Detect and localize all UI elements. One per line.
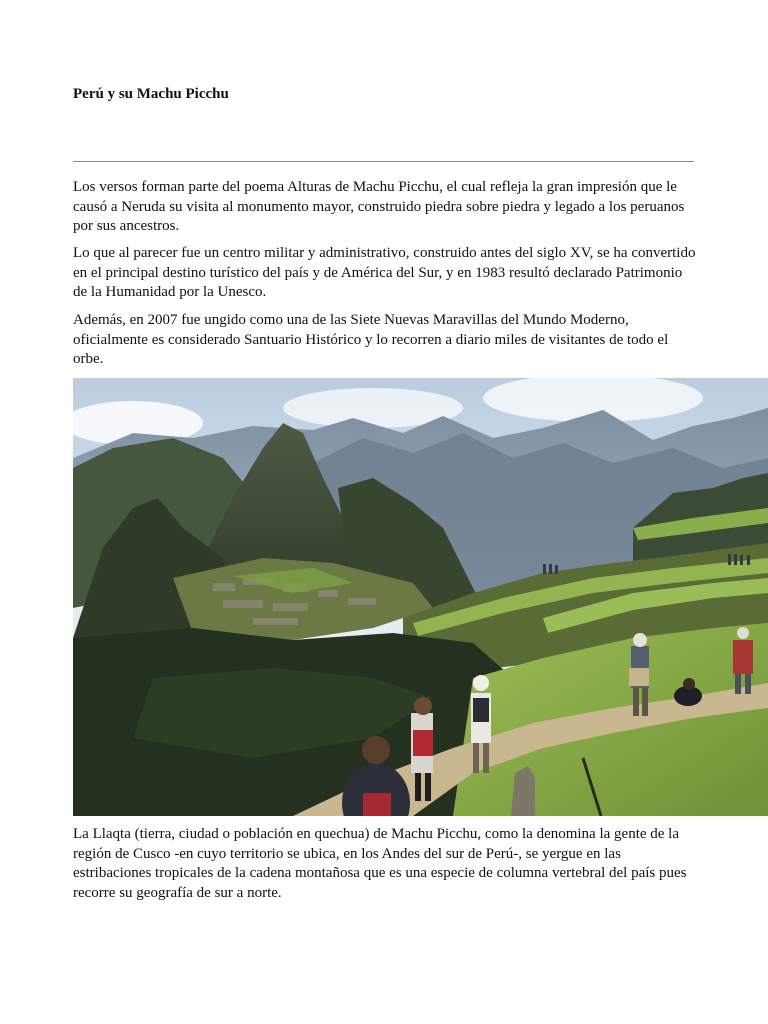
paragraph-1: Los versos forman parte del poema Alturas de Machu Picchu, el cual refleja la gran impresión que le causó a Neruda su visita al monumento mayor, construido piedra sobre piedra y legado a los peruanos por sus ancestros.: [73, 179, 685, 234]
paragraph-3: Además, en 2007 fue ungido como una de las Siete Nuevas Maravillas del Mundo Moderno, oficialmente es considerado Santuario Histórico y lo recorren a diario miles de visitantes de todo el orbe.: [73, 312, 669, 367]
document-title: Perú y su Machu Picchu: [73, 86, 229, 102]
horizontal-divider: [73, 161, 694, 162]
machu-picchu-photo: [73, 378, 768, 816]
paragraph-4: La Llaqta (tierra, ciudad o población en quechua) de Machu Picchu, como la denomina la gente de la región de Cusco -en cuyo territorio se ubica, en los Andes del sur de Perú-, se yergue en las estribaciones tropicales de la cadena montañosa que es una especie de columna vertebral del país pues recorre su geografía de sur a norte.: [73, 826, 687, 901]
paragraph-2: Lo que al parecer fue un centro militar y administrativo, construido antes del siglo XV, se ha convertido en el principal destino turístico del país y de América del Sur, y en 1983 resultó declarado Patrimonio de la Humanidad por la Unesco.: [73, 245, 696, 300]
